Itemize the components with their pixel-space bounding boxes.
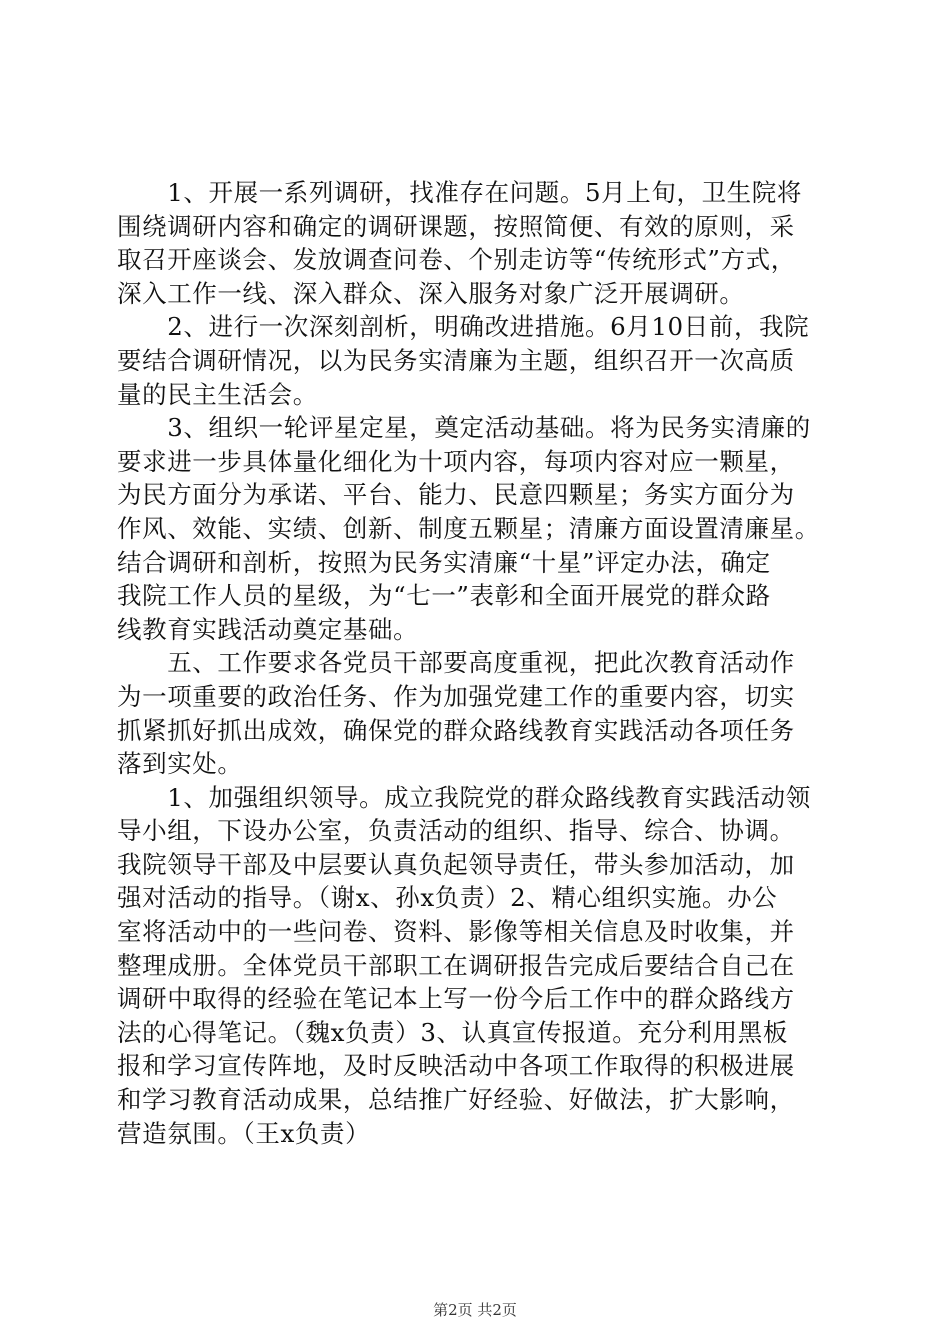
- text-line: 报和学习宣传阵地，及时反映活动中各项工作取得的积极进展: [117, 1051, 795, 1081]
- text-line: 为一项重要的政治任务、作为加强党建工作的重要内容，切实: [117, 681, 795, 711]
- text-line: 室将活动中的一些问卷、资料、影像等相关信息及时收集，并: [117, 917, 795, 947]
- text-line: 作风、效能、实绩、创新、制度五颗星；清廉方面设置清廉星。: [117, 513, 820, 543]
- text-line: 导小组，下设办公室，负责活动的组织、指导、综合、协调。: [117, 816, 795, 846]
- text-line: 营造氛围。（王x负责）: [117, 1118, 371, 1148]
- text-line: 2、进行一次深刻剖析，明确改进措施。6月10日前，我院: [117, 312, 810, 342]
- text-line: 我院工作人员的星级，为“七一”表彰和全面开展党的群众路: [117, 581, 771, 611]
- text-line: 和学习教育活动成果，总结推广好经验、好做法，扩大影响，: [117, 1085, 795, 1115]
- text-line: 抓紧抓好抓出成效，确保党的群众路线教育实践活动各项任务: [117, 715, 795, 745]
- text-line: 为民方面分为承诺、平台、能力、民意四颗星；务实方面分为: [117, 480, 795, 510]
- text-line: 1、加强组织领导。成立我院党的群众路线教育实践活动领: [117, 782, 811, 812]
- text-line: 3、组织一轮评星定星，奠定活动基础。将为民务实清廉的: [117, 413, 811, 443]
- text-line: 调研中取得的经验在笔记本上写一份今后工作中的群众路线方: [117, 984, 795, 1014]
- text-line: 深入工作一线、深入群众、深入服务对象广泛开展调研。: [117, 278, 745, 308]
- text-line: 要求进一步具体量化细化为十项内容，每项内容对应一颗星，: [117, 446, 795, 476]
- body-text: [117, 176, 845, 1150]
- text-line: 五、工作要求各党员干部要高度重视，把此次教育活动作: [117, 648, 795, 678]
- text-line: 强对活动的指导。（谢x、孙x负责）2、精心组织实施。办公: [117, 883, 778, 913]
- text-line: 围绕调研内容和确定的调研课题，按照简便、有效的原则，采: [117, 211, 795, 241]
- text-line: 法的心得笔记。（魏x负责）3、认真宣传报道。充分利用黑板: [117, 1017, 788, 1047]
- text-line: 整理成册。全体党员干部职工在调研报告完成后要结合自己在: [117, 950, 795, 980]
- text-line: 落到实处。: [117, 749, 243, 779]
- text-line: 线教育实践活动奠定基础。: [117, 614, 419, 644]
- text-line: 结合调研和剖析，按照为民务实清廉“十星”评定办法，确定: [117, 547, 771, 577]
- text-line: 我院领导干部及中层要认真负起领导责任，带头参加活动，加: [117, 849, 795, 879]
- page-number-footer: 第2页 共2页: [433, 1301, 517, 1319]
- text-line: 取召开座谈会、发放调查问卷、个别走访等“传统形式”方式，: [117, 245, 796, 275]
- text-line: 要结合调研情况，以为民务实清廉为主题，组织召开一次高质: [117, 345, 795, 375]
- text-line: 量的民主生活会。: [117, 379, 318, 409]
- text-line: 1、开展一系列调研，找准存在问题。5月上旬，卫生院将: [117, 178, 802, 207]
